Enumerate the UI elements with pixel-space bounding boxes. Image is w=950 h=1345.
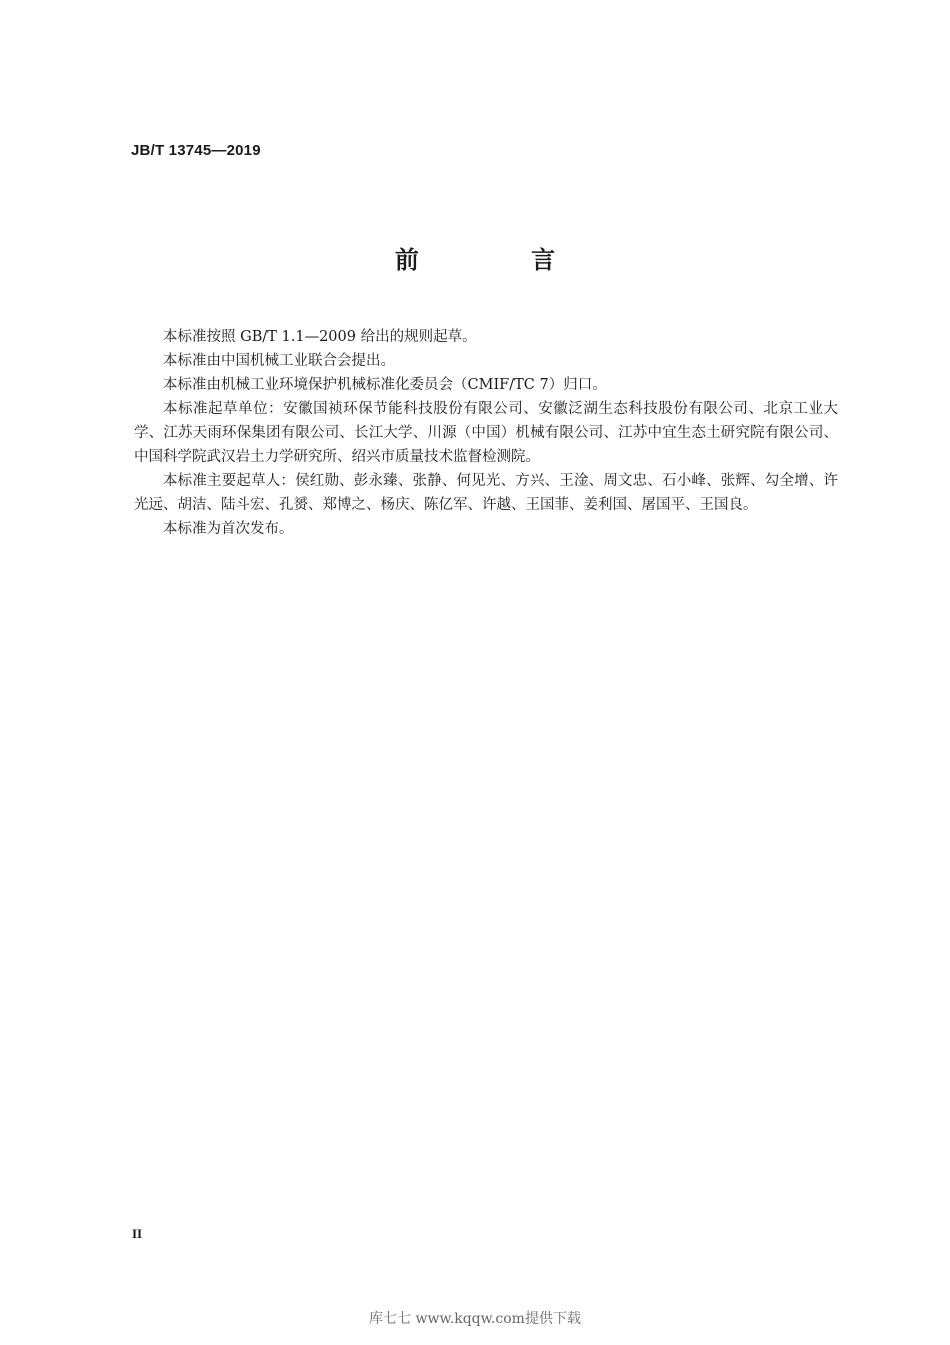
paragraph-committee: 本标准由机械工业环境保护机械标准化委员会（CMIF/TC 7）归口。 xyxy=(163,377,607,393)
paragraph-proposer: 本标准由中国机械工业联合会提出。 xyxy=(163,353,395,369)
paragraph-drafting-units: 本标准起草单位：安徽国祯环保节能科技股份有限公司、安徽泛湖生态科技股份有限公司、北京工业大学、江苏天雨环保集团有限公司、长江大学、川源（中国）机械有限公司、江苏中宜生态土研究院有限公司、中国科学院武汉岩土力学研究所、绍兴市质量技术监督检测院。 xyxy=(134,401,838,465)
paragraph-drafting-rules: 本标准按照 GB/T 1.1—2009 给出的规则起草。 xyxy=(163,329,477,345)
download-watermark: 库七七 www.kqqw.com提供下载 xyxy=(369,1311,581,1327)
page-number: II xyxy=(132,1226,143,1241)
paragraph-drafters: 本标准主要起草人：侯红勋、彭永臻、张静、何见光、方兴、王淦、周文忠、石小峰、张辉、勾全增、许光远、胡洁、陆斗宏、孔赟、郑博之、杨庆、陈亿军、许越、王国菲、姜利国、屠国平、王国良。 xyxy=(134,473,838,513)
page-title: 前 言 xyxy=(394,246,608,274)
foreword-body xyxy=(134,325,838,541)
standard-code: JB/T 13745—2019 xyxy=(131,142,261,159)
paragraph-first-release: 本标准为首次发布。 xyxy=(163,521,294,537)
